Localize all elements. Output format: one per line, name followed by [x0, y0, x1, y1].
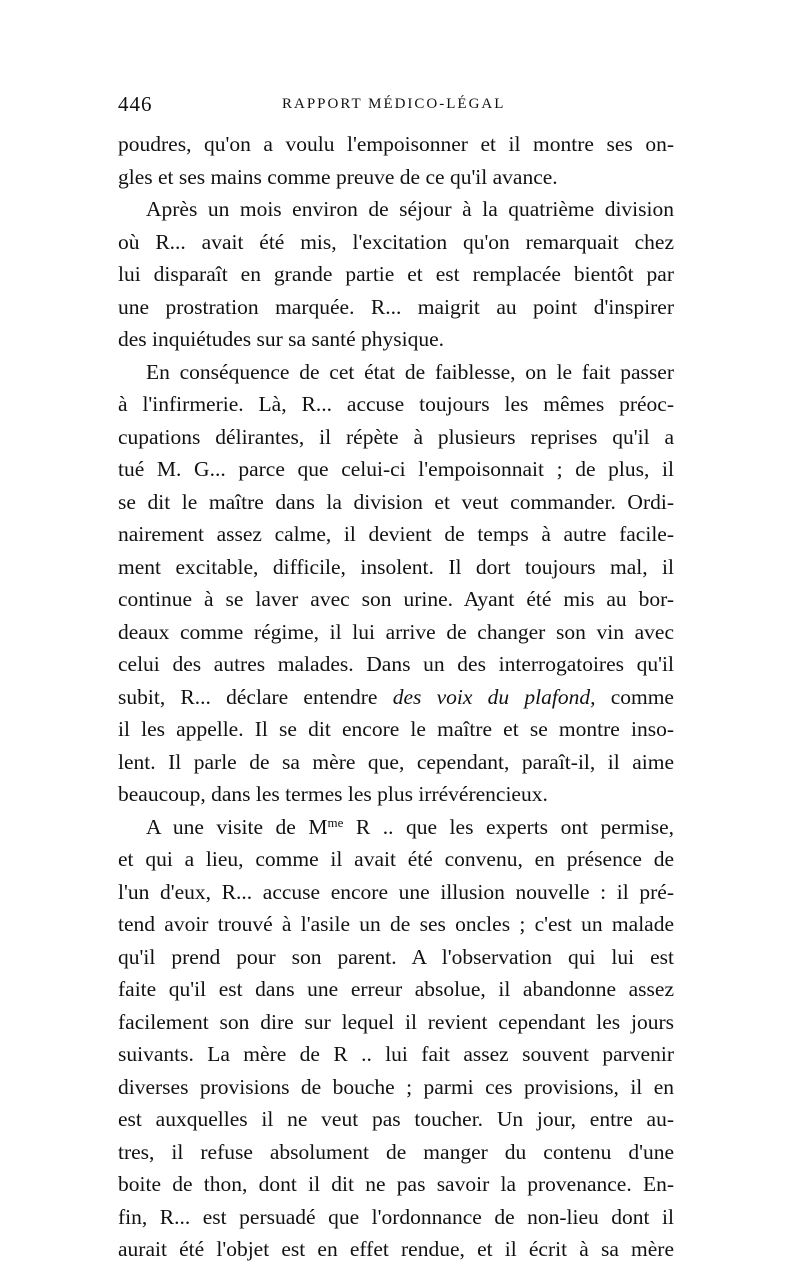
text-line: boite de thon, dont il dit ne pas savoir la provenance. En-	[118, 1172, 674, 1196]
text-fragment: A une visite de M	[146, 814, 328, 839]
text-line: où R... avait été mis, l'excitation qu'on remarquait chez	[118, 229, 674, 254]
text-line: ment excitable, difficile, insolent. Il dort toujours mal, il	[118, 554, 674, 579]
text-line: diverses provisions de bouche ; parmi ces provisions, il en	[118, 1074, 674, 1099]
text-line: deaux comme régime, il lui arrive de changer son vin avec	[118, 619, 674, 644]
text-line: qu'il prend pour son parent. A l'observation qui lui est	[118, 944, 674, 969]
text-line: aurait été l'objet est en effet rendue, et il écrit à sa mère	[118, 1237, 674, 1261]
text-fragment: comme	[595, 684, 674, 709]
text-line: gles et ses mains comme preuve de ce qu'il avance.	[118, 164, 558, 189]
text-line: il les appelle. Il se dit encore le maître et se montre inso-	[118, 717, 674, 741]
text-line: tres, il refuse absolument de manger du contenu d'une	[118, 1139, 674, 1164]
body-text	[118, 128, 674, 1266]
text-line: l'un d'eux, R... accuse encore une illusion nouvelle : il pré-	[118, 879, 674, 904]
text-line: facilement son dire sur lequel il revient cependant les jours	[118, 1009, 674, 1034]
text-line: poudres, qu'on a voulu l'empoisonner et il montre ses on-	[118, 132, 674, 156]
text-line: cupations délirantes, il répète à plusieurs reprises qu'il a	[118, 424, 674, 449]
text-line: lui disparaît en grande partie et est remplacée bientôt par	[118, 262, 674, 286]
text-line: tué M. G... parce que celui-ci l'empoisonnait ; de plus, il	[118, 457, 674, 481]
text-line: se dit le maître dans la division et veut commander. Ordi-	[118, 489, 674, 514]
italic-quote: des voix du plafond,	[392, 684, 596, 709]
text-line: continue à se laver avec son urine. Ayant été mis au bor-	[118, 587, 674, 611]
text-line: nairement assez calme, il devient de temps à autre facile-	[118, 522, 674, 546]
superscript-abbreviation: me	[327, 814, 344, 830]
text-line: et qui a lieu, comme il avait été convenu, en présence de	[118, 847, 674, 871]
text-line: lent. Il parle de sa mère que, cependant, paraît-il, il aime	[118, 749, 674, 774]
text-line-with-italic	[118, 681, 674, 714]
page-header	[118, 92, 678, 118]
page-number: 446	[118, 92, 153, 116]
text-line: des inquiétudes sur sa santé physique.	[118, 327, 445, 351]
text-line: suivants. La mère de R .. lui fait assez souvent parvenir	[118, 1042, 674, 1066]
paragraph-start-line: En conséquence de cet état de faiblesse, on le fait passer	[146, 359, 674, 384]
text-line: est auxquelles il ne veut pas toucher. Un jour, entre au-	[118, 1107, 674, 1131]
text-line: fin, R... est persuadé que l'ordonnance de non-lieu dont il	[118, 1204, 674, 1229]
paragraph-start-line: Après un mois environ de séjour à la quatrième division	[146, 197, 674, 221]
text-line: faite qu'il est dans une erreur absolue, il abandonne assez	[118, 977, 674, 1001]
paragraph-start-line	[118, 811, 674, 844]
text-line: beaucoup, dans les termes les plus irrévérencieux.	[118, 782, 548, 806]
text-fragment: R .. que les experts ont permise,	[343, 814, 674, 839]
text-line: à l'infirmerie. Là, R... accuse toujours les mêmes préoc-	[118, 392, 674, 416]
text-fragment: subit, R... déclare entendre	[118, 684, 393, 709]
running-head: RAPPORT MÉDICO-LÉGAL	[282, 96, 506, 112]
text-line: une prostration marquée. R... maigrit au point d'inspirer	[118, 294, 674, 319]
text-line: celui des autres malades. Dans un des interrogatoires qu'il	[118, 652, 674, 676]
text-line: tend avoir trouvé à l'asile un de ses oncles ; c'est un malade	[118, 912, 674, 936]
